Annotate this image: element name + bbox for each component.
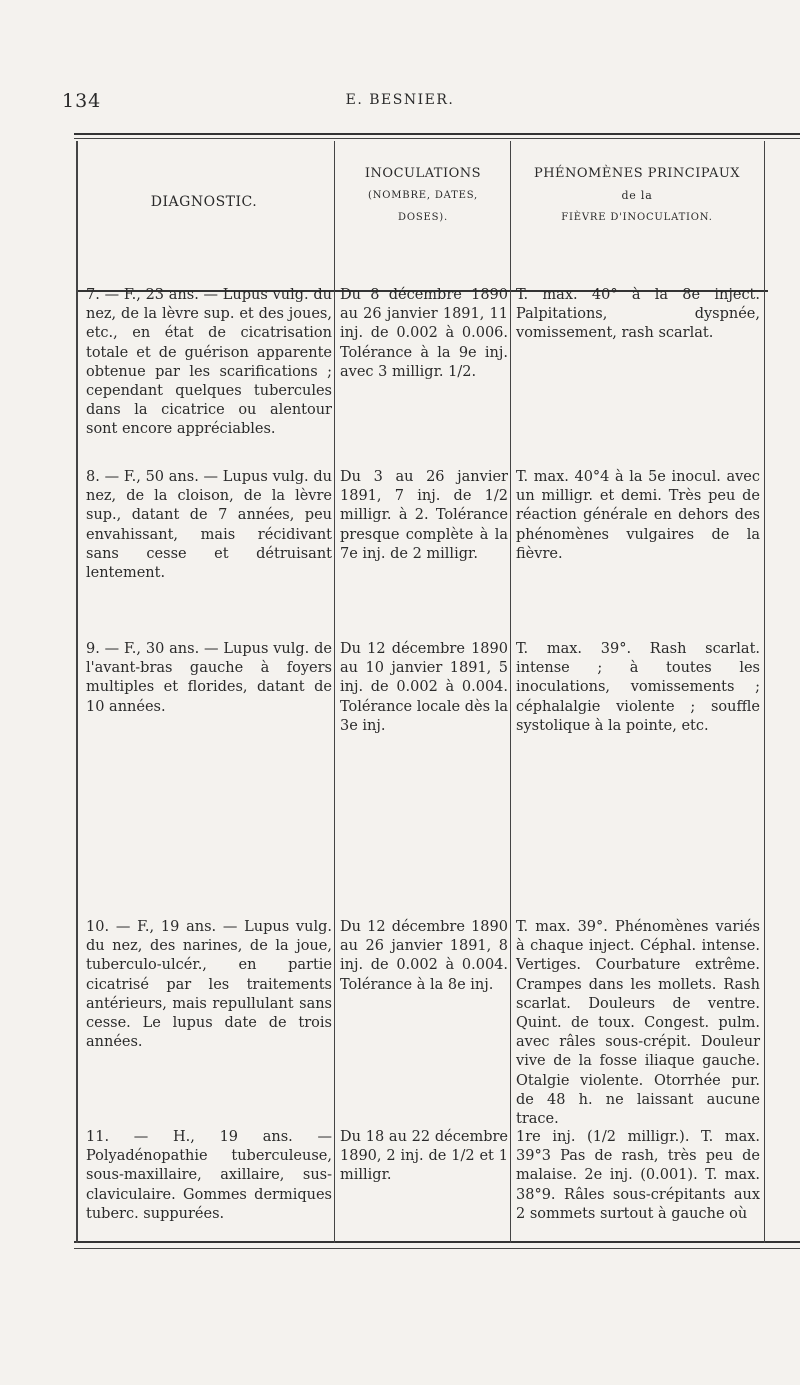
column-header-diagnostic-label: DIAGNOSTIC. xyxy=(150,194,258,210)
row-10-inoculations: Du 12 décembre 1890 au 26 janvier 1891, 8 inj. de 0.002 à 0.004. Tolérance à la 8e inj. xyxy=(340,919,508,993)
column-header-inoculations xyxy=(336,163,510,229)
column-divider-right xyxy=(764,141,765,1243)
column-header-phenomenes-sub1: de la xyxy=(621,189,653,202)
table-rule-bottom-thin xyxy=(74,1248,800,1249)
row-9-diagnostic: 9. — F., 30 ans. — Lupus vulg. de l'avant-bras gauche à foyers multiples et florides, datant de 10 années. xyxy=(86,641,332,715)
row-11-phenomenes: 1re inj. (1/2 milligr.). T. max. 39°3 Pas de rash, très peu de malaise. 2e inj. (0.001). T. max. 38°9. Râles sous-crépitants aux 2 sommets surtout à gauche où xyxy=(516,1129,760,1222)
table-rule-top-thin xyxy=(74,138,800,139)
column-header-phenomenes-title: PHÉNOMÈNES PRINCIPAUX xyxy=(533,166,741,181)
row-8-phenomenes: T. max. 40°4 à la 5e inocul. avec un milligr. et demi. Très peu de réaction générale en dehors des phénomènes vulgaires de la fièvre. xyxy=(516,469,760,562)
column-header-phenomenes xyxy=(510,163,764,229)
column-header-inoculations-title: INOCULATIONS xyxy=(364,166,482,181)
row-10-phenomenes: T. max. 39°. Phénomènes variés à chaque inject. Céphal. intense. Vertiges. Courbature extrême. Crampes dans les mollets. Rash scarlat. Douleurs de ventre. Quint. de toux. Congest. pulm. avec râles sous-crépit. Douleur vive de la fosse iliaque gauche. Otalgie violente. Otorrhée pur. de 48 h. ne laissant aucune trace. xyxy=(516,919,760,1128)
row-7-inoculations: Du 8 décembre 1890 au 26 janvier 1891, 11 inj. de 0.002 à 0.006. Tolérance à la 9e inj. avec 3 milligr. 1/2. xyxy=(340,287,508,380)
row-11-inoculations: Du 18 au 22 décembre 1890, 2 inj. de 1/2 et 1 milligr. xyxy=(340,1129,508,1184)
column-divider-left xyxy=(76,141,78,1243)
row-7-diagnostic: 7. — F., 23 ans. — Lupus vulg. du nez, de la lèvre sup. et des joues, etc., en état de cicatrisation totale et de guérison apparente obtenue par les scarifications ; cependant quelques tubercules dans la cicatrice ou alentour sont encore appréciables. xyxy=(86,287,332,438)
row-9-inoculations: Du 12 décembre 1890 au 10 janvier 1891, 5 inj. de 0.002 à 0.004. Tolérance locale dès la 3e inj. xyxy=(340,641,508,734)
column-header-inoculations-sub1: (NOMBRE, DATES, xyxy=(368,190,478,201)
row-10-diagnostic: 10. — F., 19 ans. — Lupus vulg. du nez, des narines, de la joue, tuberculo-ulcér., en partie cicatrisé par les traitements antérieurs, mais repullulant sans cesse. Le lupus date de trois années. xyxy=(86,919,332,1051)
column-header-diagnostic xyxy=(74,191,334,213)
row-11-diagnostic: 11. — H., 19 ans. — Polyadénopathie tuberculeuse, sous-maxillaire, axillaire, sus-claviculaire. Gommes dermiques tuberc. suppurées. xyxy=(86,1129,332,1222)
page-number: 134 xyxy=(62,90,102,112)
row-7-phenomenes: T. max. 40° à la 8e inject. Palpitations, dyspnée, vomissement, rash scarlat. xyxy=(516,287,760,342)
column-header-inoculations-sub2: DOSES). xyxy=(398,212,448,223)
row-9-phenomenes: T. max. 39°. Rash scarlat. intense ; à toutes les inoculations, vomissements ; céphalalgie violente ; souffle systolique à la pointe, etc. xyxy=(516,641,760,734)
column-divider-2 xyxy=(510,141,511,1243)
column-divider-1 xyxy=(334,141,335,1243)
column-header-phenomenes-sub2: FIÈVRE D'INOCULATION. xyxy=(561,212,713,223)
row-8-diagnostic: 8. — F., 50 ans. — Lupus vulg. du nez, de la cloison, de la lèvre sup., datant de 7 années, peu envahissant, mais récidivant sans cesse et détruisant lentement. xyxy=(86,469,332,582)
table-rule-bottom xyxy=(74,1241,800,1243)
row-8-inoculations: Du 3 au 26 janvier 1891, 7 inj. de 1/2 milligr. à 2. Tolérance presque complète à la 7e inj. de 2 milligr. xyxy=(340,469,508,562)
running-title: E. BESNIER. xyxy=(345,92,455,108)
table-rule-top xyxy=(74,133,800,135)
case-table xyxy=(74,133,800,1249)
